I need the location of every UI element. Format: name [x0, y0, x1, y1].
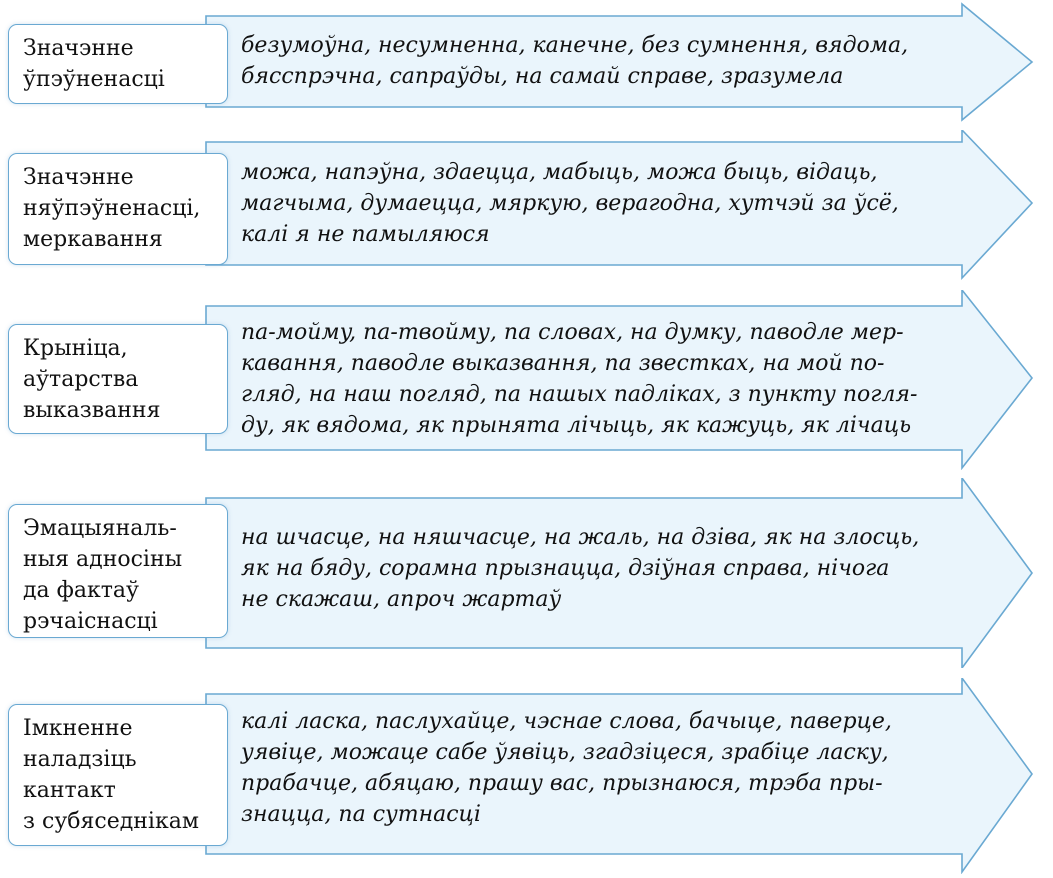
category-label: Значэнне няўпэўненасці, меркавання [8, 153, 228, 265]
row-5 [0, 678, 1053, 874]
category-label: Значэнне ўпэўненасці [8, 24, 228, 104]
category-label: Эмацыяналь- ныя адносіны да фактаў рэчаіснасці [8, 504, 228, 638]
category-label: Імкненне наладзіць кантакт з субяседнікам [8, 704, 228, 846]
examples-text: на шчасце, на няшчасце, на жаль, на дзіва, як на злосць, як на бяду, сорамна прызнацца, дзіўная справа, нічога не скажаш, апроч жартаў [241, 525, 920, 612]
examples-text: калі ласка, паслухайце, чэснае слова, бачыце, паверце, уявіце, можаце сабе ўявіць, згадзіцеся, зрабіце ласку, прабачце, абяцаю, прашу вас, прызнаюся, трэба пры- знацца, па сутнасці [241, 709, 892, 827]
row-2 [0, 130, 1053, 280]
row-1 [0, 2, 1053, 122]
category-label: Крыніца, аўтарства выказвання [8, 324, 228, 434]
examples-text: можа, напэўна, здаецца, мабыць, можа быць, відаць, магчыма, думаецца, мяркую, верагодна, хутчэй за ўсё, калі я не памыляюся [241, 160, 899, 247]
row-4 [0, 478, 1053, 668]
examples-text: безумоўна, несумненна, канечне, без сумнення, вядома, бясспрэчна, сапраўды, на самай справе, зразумела [241, 33, 909, 89]
examples-text: па-моймy, па-твойму, па словах, на думку, паводле мер- кавання, паводле выказвання, па звестках, на мой по- гляд, на наш погляд, па нашых падліках, з пункту погля- ду, як вядома, як прынята лічыць, як кажуць, як лічаць [241, 320, 918, 438]
row-3 [0, 290, 1053, 470]
